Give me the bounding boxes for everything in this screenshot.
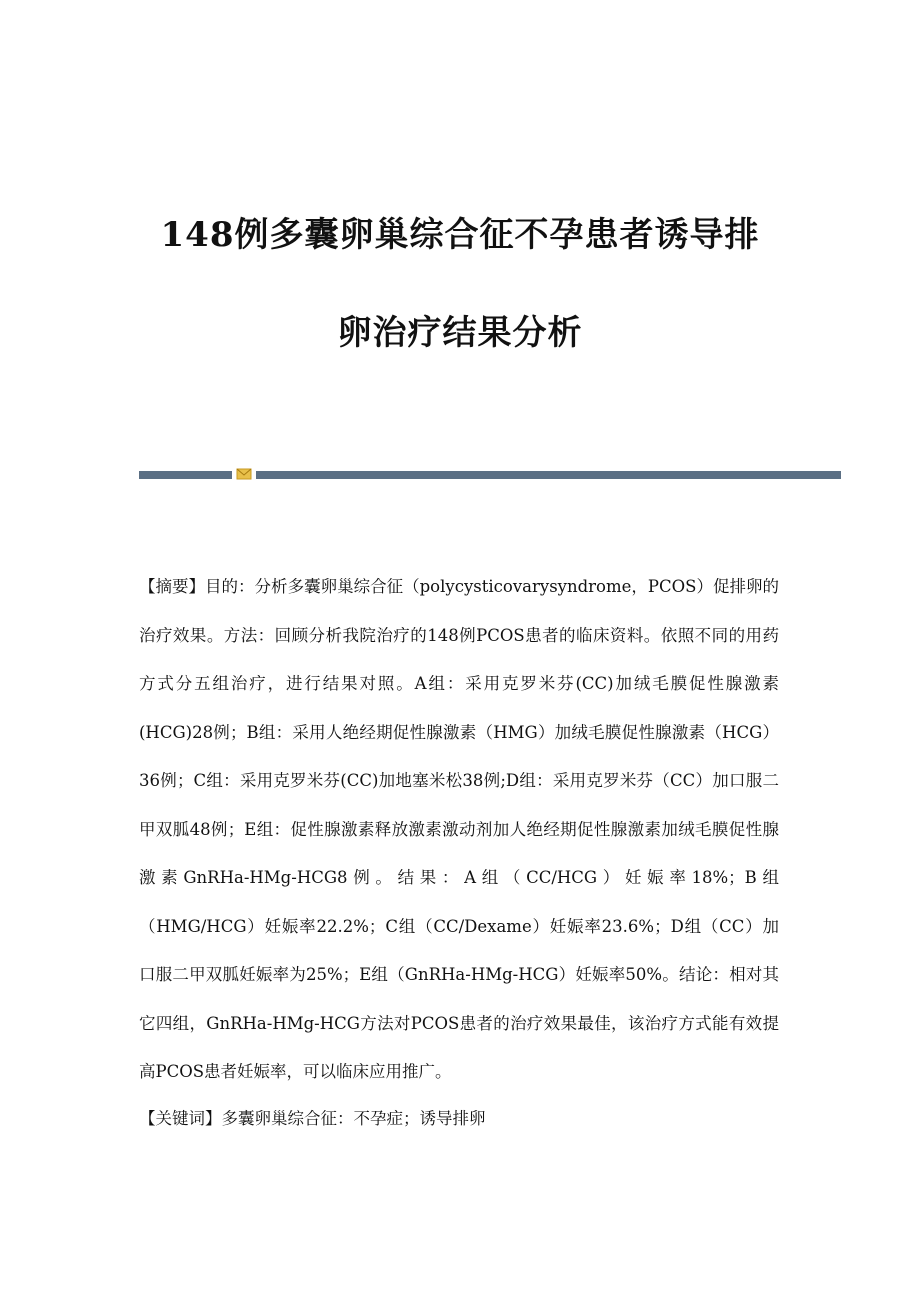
envelope-ornament-icon [236, 467, 252, 481]
title-line-1: 148例多囊卵巢综合征不孕患者诱导排 [160, 215, 760, 255]
keywords-text: 多囊卵巢综合征：不孕症；诱导排卵 [221, 1109, 486, 1128]
document-title [60, 215, 860, 353]
title-line-2: 卵治疗结果分析 [337, 313, 583, 353]
abstract-text: 目的：分析多囊卵巢综合征（polycysticovarysyndrome，PCOS）促排卵的治疗效果。方法：回顾分析我院治疗的148例PCOS患者的临床资料。依照不同的用药方式分五组治疗，进行结果对照。A组：采用克罗米芬(CC)加绒毛膜促性腺激素(HCG)28例；B组：采用人绝经期促性腺激素（HMG）加绒毛膜促性腺激素（HCG）36例；C组：采用克罗米芬(CC)加地塞米松38例;D组：采用克罗米芬（CC）加口服二甲双胍48例；E组：促性腺激素释放激素激动剂加人绝经期促性腺激素加绒毛膜促性腺激素GnRHa-HMg-HCG8例。结果：A组（CC/HCG）妊娠率18%；B组（HMG/HCG）妊娠率22.2%；C组（CC/Dexame）妊娠率23.6%；D组（CC）加口服二甲双胍妊娠率为25%；E组（GnRHa-HMg-HCG）妊娠率50%。结论：相对其它四组，GnRHa-HMg-HCG方法对PCOS患者的治疗效果最佳，该治疗方式能有效提高PCOS患者妊娠率，可以临床应用推广。 [139, 577, 780, 1081]
divider-right [256, 471, 841, 479]
keywords-section [139, 1095, 779, 1143]
abstract-paragraph [139, 563, 779, 1097]
divider-left [139, 471, 232, 479]
abstract-section [139, 563, 779, 1097]
abstract-label: 【摘要】 [139, 577, 206, 596]
keywords-label: 【关键词】 [139, 1109, 222, 1128]
